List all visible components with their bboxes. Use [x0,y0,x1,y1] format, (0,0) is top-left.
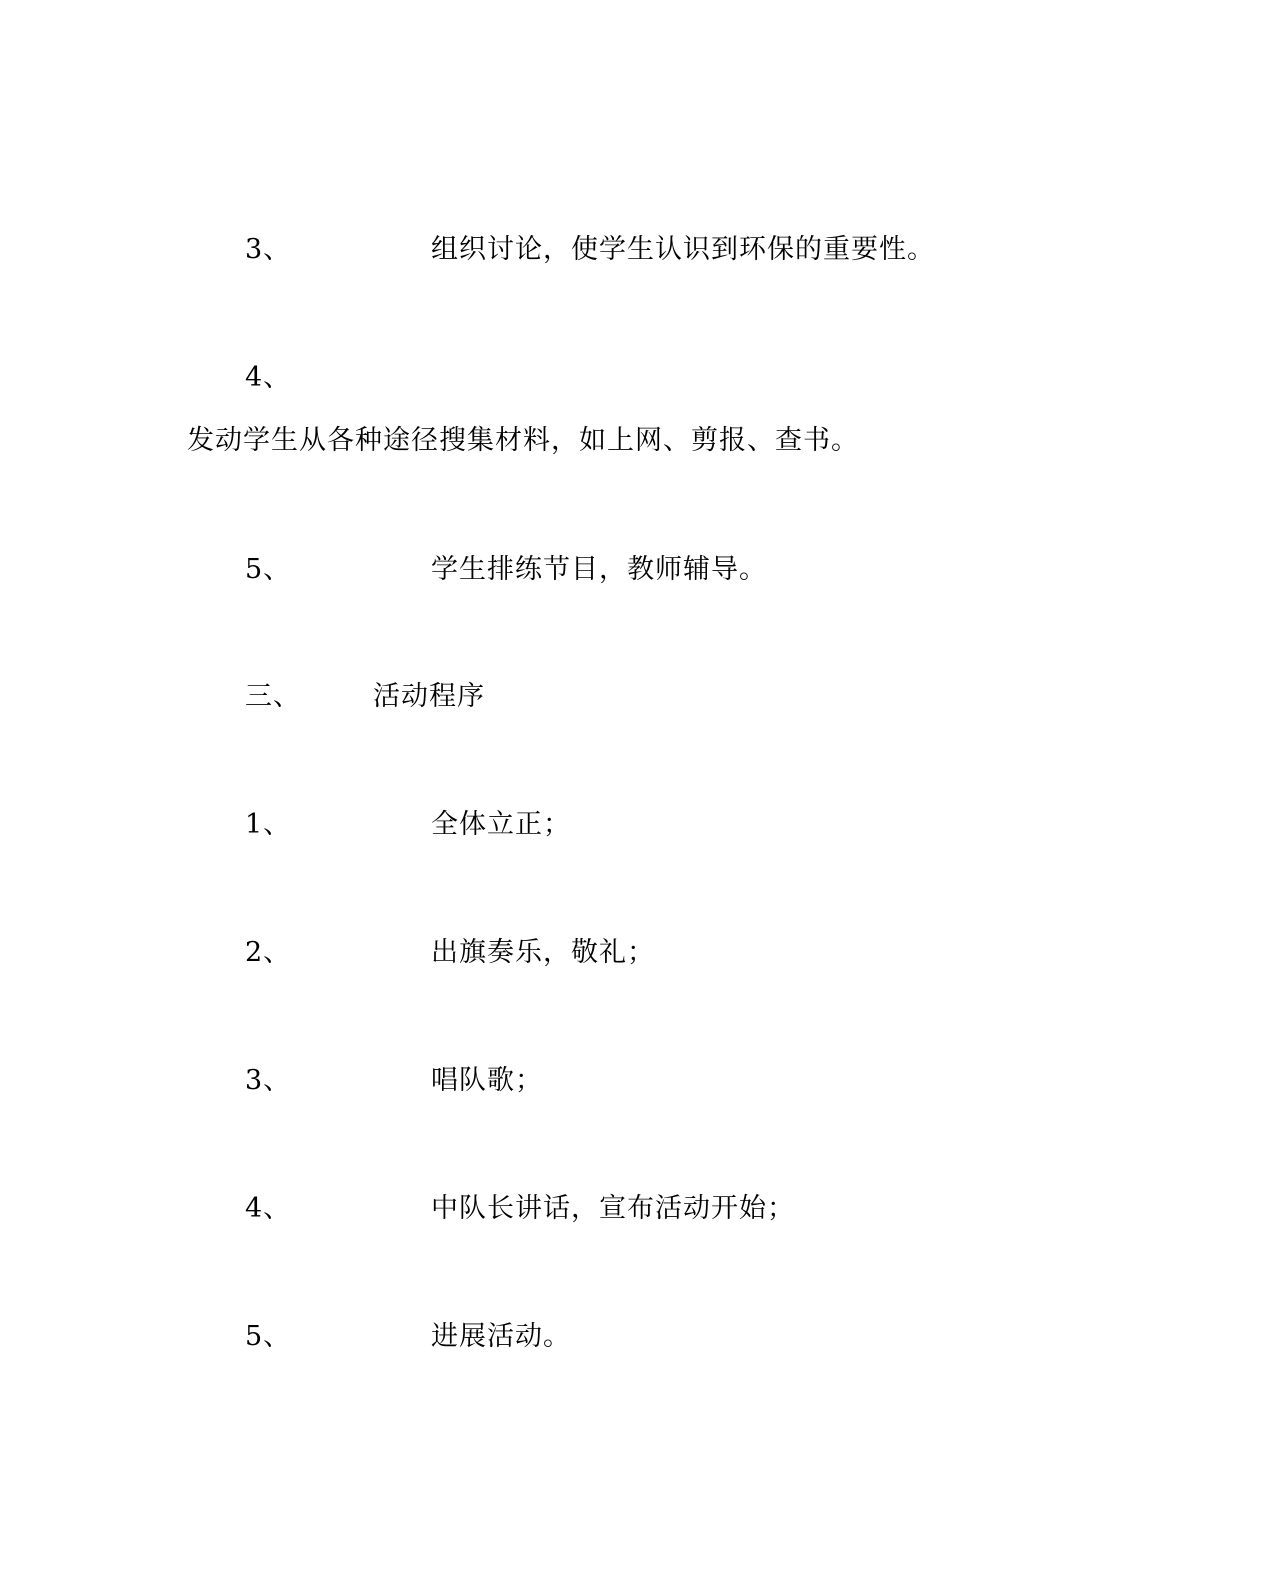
item-text: 发动学生从各种途径搜集材料，如上网、剪报、查书。 [187,425,859,456]
step-number: 1、 [245,809,292,840]
item-number: 3、 [245,234,292,265]
step-text: 中队长讲话，宣布活动开始； [431,1193,795,1224]
step-text: 出旗奏乐，敬礼； [431,937,655,968]
step-text: 进展活动。 [431,1321,571,1352]
item-number: 4、 [245,362,292,393]
step-text: 唱队歌； [431,1065,543,1096]
step-number: 4、 [245,1193,292,1224]
item-text: 组织讨论，使学生认识到环保的重要性。 [431,234,935,265]
item-text: 学生排练节目，教师辅导。 [431,554,767,585]
step-number: 2、 [245,937,292,968]
section-number: 三、 [245,681,301,712]
step-number: 3、 [245,1065,292,1096]
step-number: 5、 [245,1321,292,1352]
section-title: 活动程序 [373,681,485,712]
step-text: 全体立正； [431,809,571,840]
item-number: 5、 [245,554,292,585]
